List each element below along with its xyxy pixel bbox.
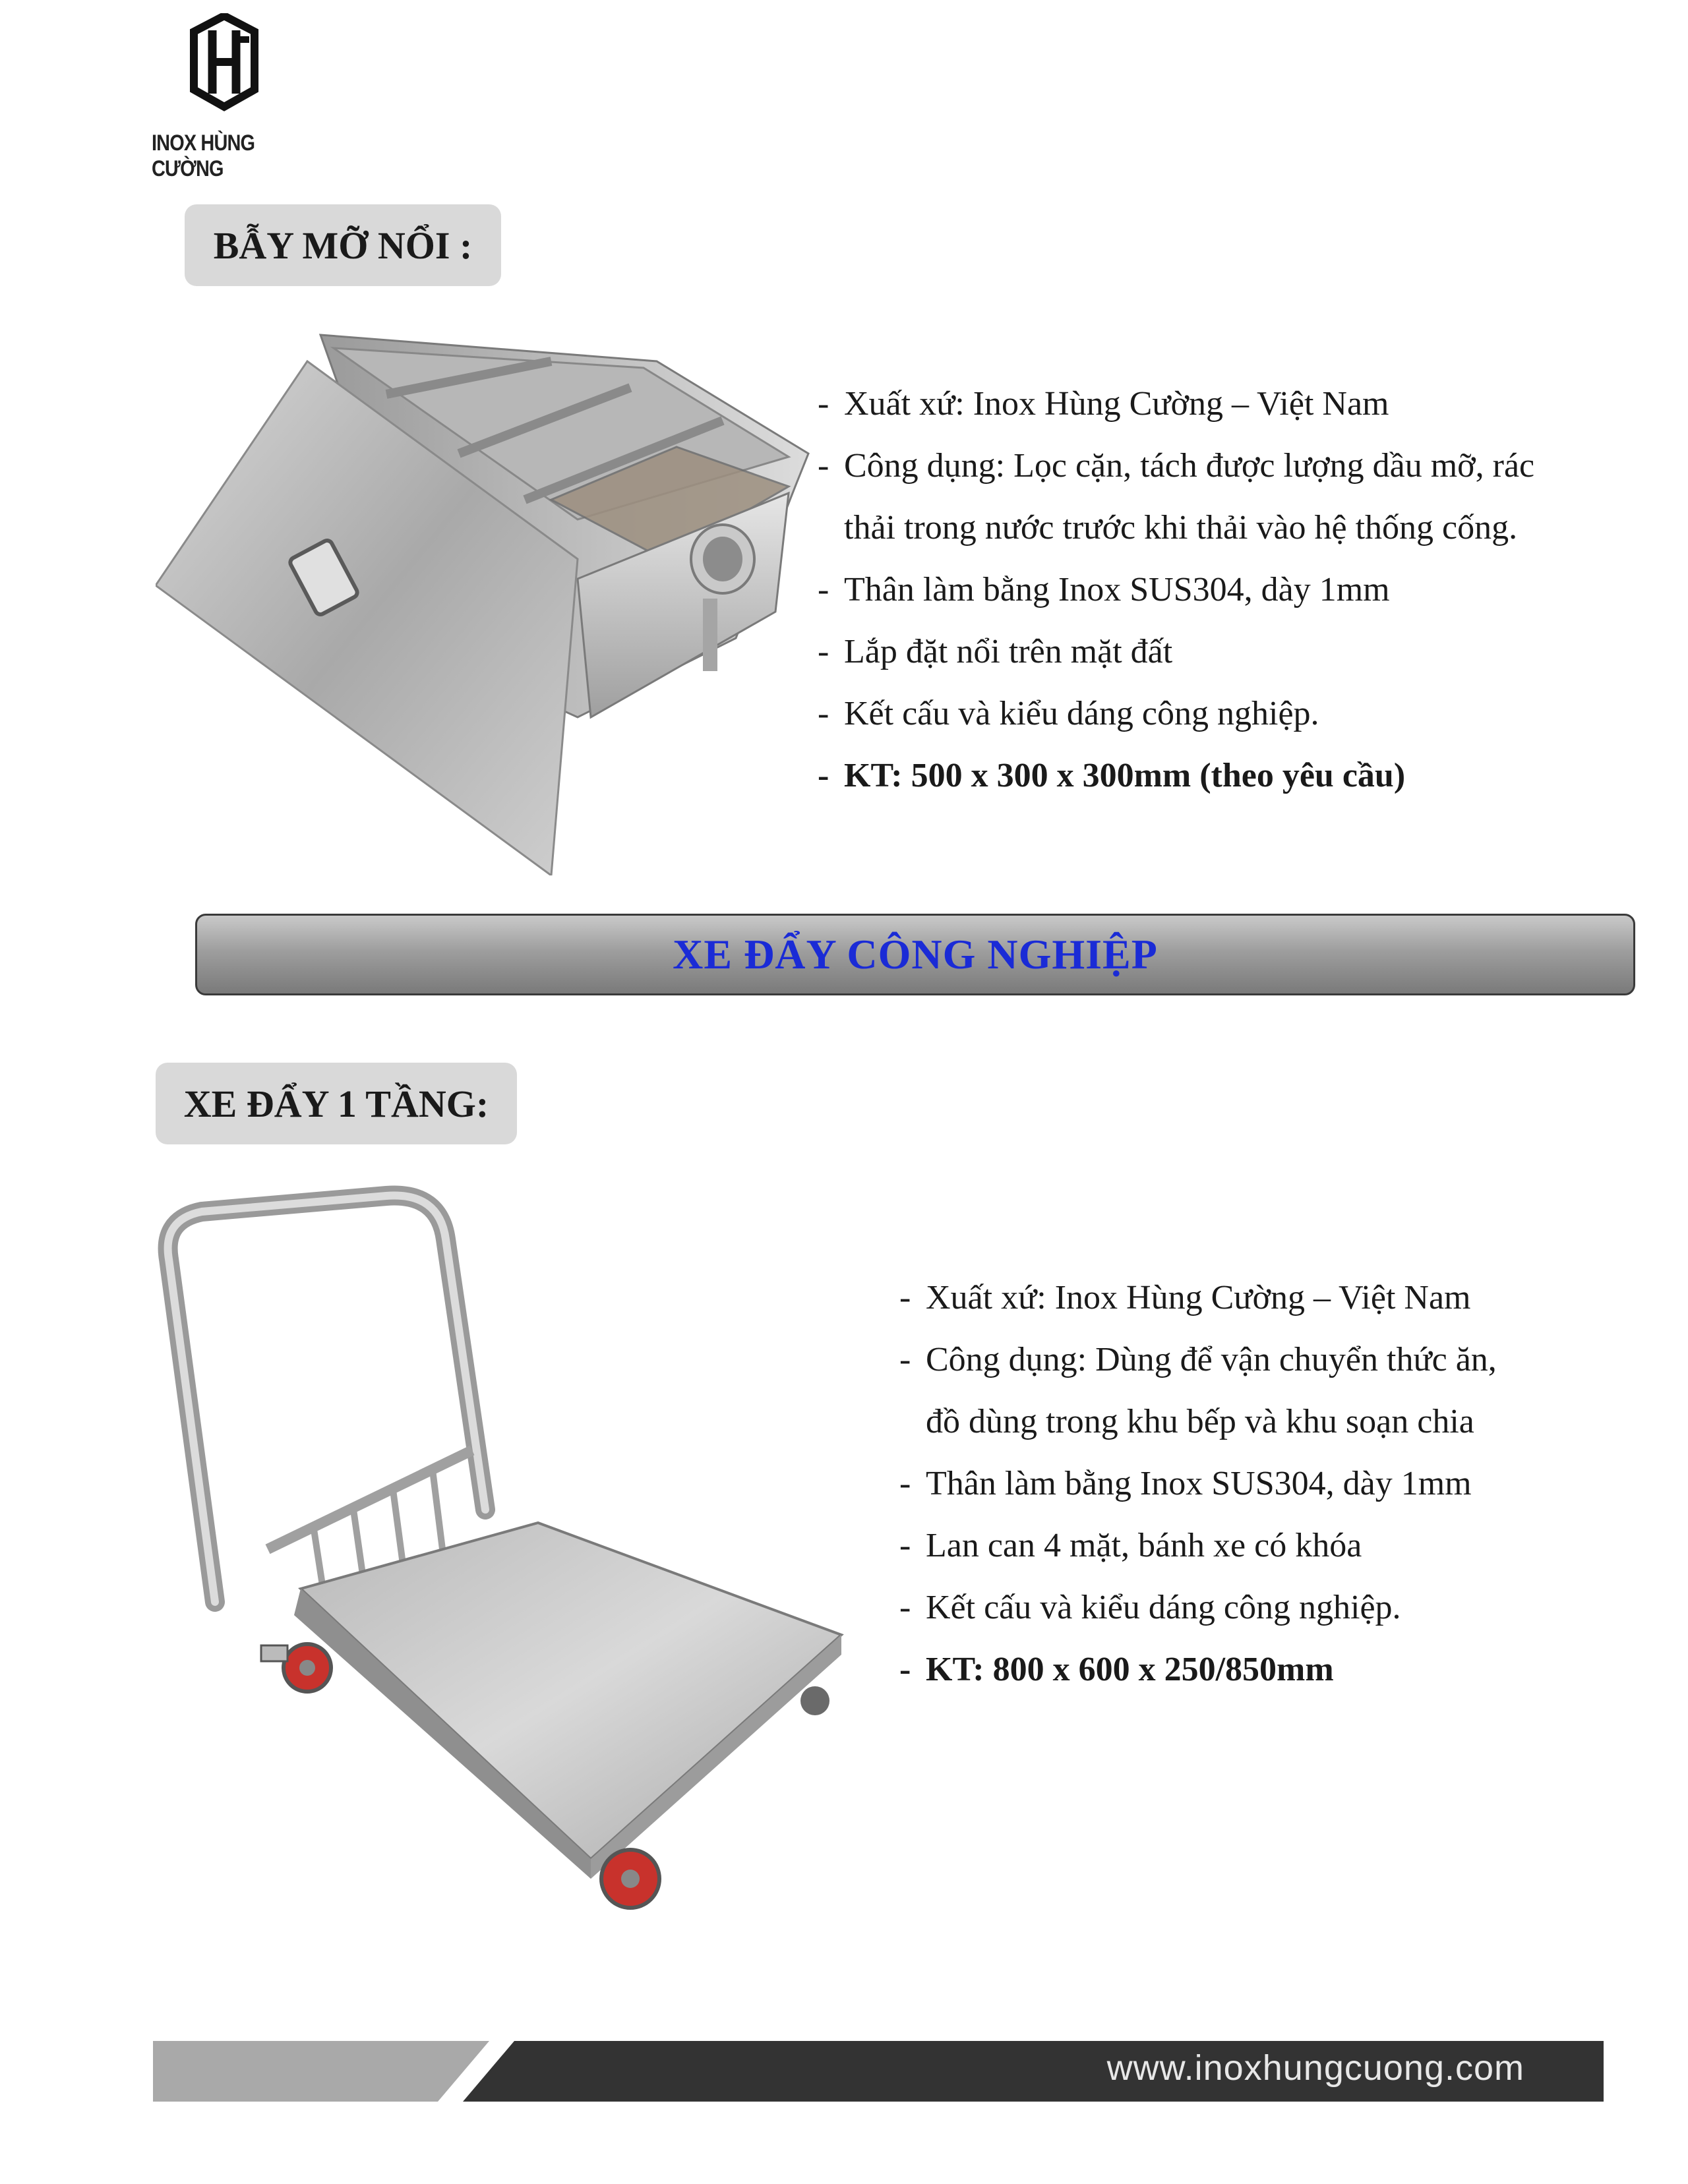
footer-website-link[interactable]: www.inoxhungcuong.com <box>1106 2048 1524 2088</box>
spec-item: - Thân làm bằng Inox SUS304, dày 1mm <box>818 571 1390 608</box>
trolley-specs <box>899 1267 1497 1701</box>
spec-item: - Thân làm bằng Inox SUS304, dày 1mm <box>899 1465 1472 1502</box>
trolley-image <box>156 1180 855 1918</box>
spec-item-continued: thải trong nước trước khi thải vào hệ thống cống. <box>844 509 1518 546</box>
spec-item: - Kết cấu và kiểu dáng công nghiệp. <box>818 695 1319 732</box>
category-banner <box>195 914 1635 995</box>
hc-monogram-icon <box>152 13 310 129</box>
page-footer <box>153 2041 1604 2102</box>
spec-item: - Công dụng: Dùng để vận chuyển thức ăn, <box>899 1341 1497 1378</box>
spec-item: - Công dụng: Lọc cặn, tách được lượng dầu mỡ, rác <box>818 447 1535 485</box>
spec-item: - Lan can 4 mặt, bánh xe có khóa <box>899 1527 1362 1564</box>
grease-trap-specs <box>818 373 1534 807</box>
spec-item-dimensions: - KT: 800 x 600 x 250/850mm <box>899 1651 1334 1688</box>
spec-item: - Xuất xứ: Inox Hùng Cường – Việt Nam <box>818 385 1389 423</box>
brand-logo <box>152 13 310 181</box>
brand-name: INOX HÙNG CƯỜNG <box>152 131 255 181</box>
spec-item-dimensions: - KT: 500 x 300 x 300mm (theo yêu cầu) <box>818 757 1406 794</box>
spec-item: - Lắp đặt nổi trên mặt đất <box>818 633 1173 670</box>
category-banner-title: XE ĐẨY CÔNG NGHIỆP <box>673 931 1158 978</box>
spec-item-continued: đồ dùng trong khu bếp và khu soạn chia <box>926 1403 1474 1440</box>
section-heading-grease-trap: BẪY MỠ NỔI : <box>185 204 501 286</box>
grease-trap-image <box>156 322 815 875</box>
section-heading-trolley: XE ĐẨY 1 TẦNG: <box>156 1063 517 1144</box>
spec-item: - Xuất xứ: Inox Hùng Cường – Việt Nam <box>899 1279 1471 1316</box>
spec-item: - Kết cấu và kiểu dáng công nghiệp. <box>899 1589 1401 1626</box>
